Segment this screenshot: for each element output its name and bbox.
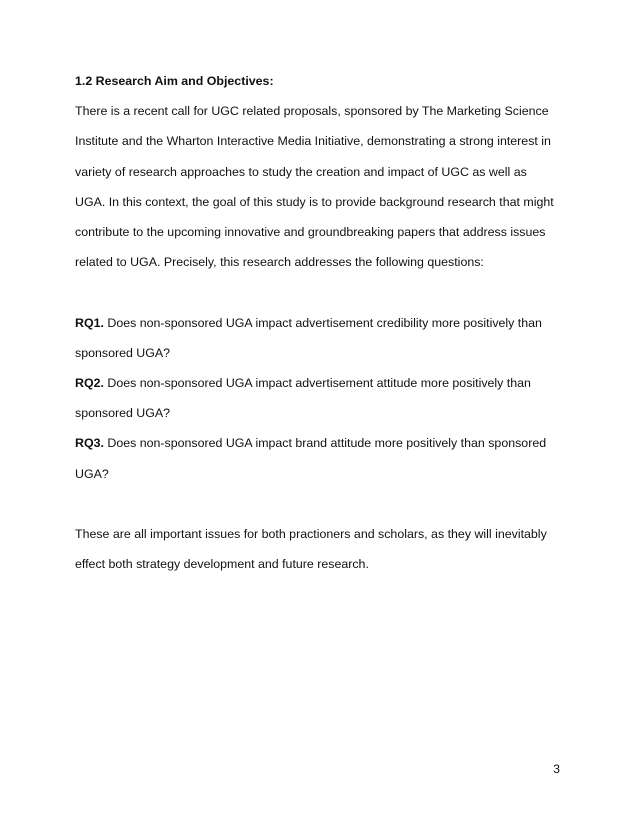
rq-label: RQ2. xyxy=(75,376,104,391)
intro-paragraph xyxy=(75,96,575,277)
intro-line: variety of research approaches to study the creation and impact of UGC as well as xyxy=(75,164,527,179)
rq-text: Does non-sponsored UGA impact advertisement credibility more positively than xyxy=(103,315,542,330)
intro-line: UGA. In this context, the goal of this study is to provide background research that might xyxy=(75,194,554,209)
rq-label: RQ1. xyxy=(75,315,104,330)
intro-line: related to UGA. Precisely, this research addresses the following questions: xyxy=(75,255,484,270)
rq-text: Does non-sponsored UGA impact brand attitude more positively than sponsored xyxy=(103,436,547,451)
intro-line: contribute to the upcoming innovative and groundbreaking papers that address issues xyxy=(75,225,546,240)
rq-continuation: UGA? xyxy=(75,466,109,481)
research-questions xyxy=(75,308,575,489)
research-question-3 xyxy=(75,428,575,458)
closing-line: These are all important issues for both practioners and scholars, as they will inevitably xyxy=(75,527,547,542)
rq-label: RQ3. xyxy=(75,436,104,451)
page-content xyxy=(75,66,575,579)
closing-paragraph xyxy=(75,519,575,579)
research-question-1 xyxy=(75,308,575,338)
research-question-2 xyxy=(75,368,575,398)
rq-continuation: sponsored UGA? xyxy=(75,345,171,360)
rq-continuation: sponsored UGA? xyxy=(75,406,171,421)
intro-line: Institute and the Wharton Interactive Media Initiative, demonstrating a strong interest in xyxy=(75,134,551,149)
closing-line: effect both strategy development and future research. xyxy=(75,557,369,572)
paragraph-gap xyxy=(75,489,575,519)
page-number: 3 xyxy=(553,762,560,776)
rq-text: Does non-sponsored UGA impact advertisement attitude more positively than xyxy=(103,376,531,391)
section-heading: 1.2 Research Aim and Objectives: xyxy=(75,74,274,88)
paragraph-gap xyxy=(75,277,575,307)
intro-line: There is a recent call for UGC related proposals, sponsored by The Marketing Science xyxy=(75,104,549,119)
